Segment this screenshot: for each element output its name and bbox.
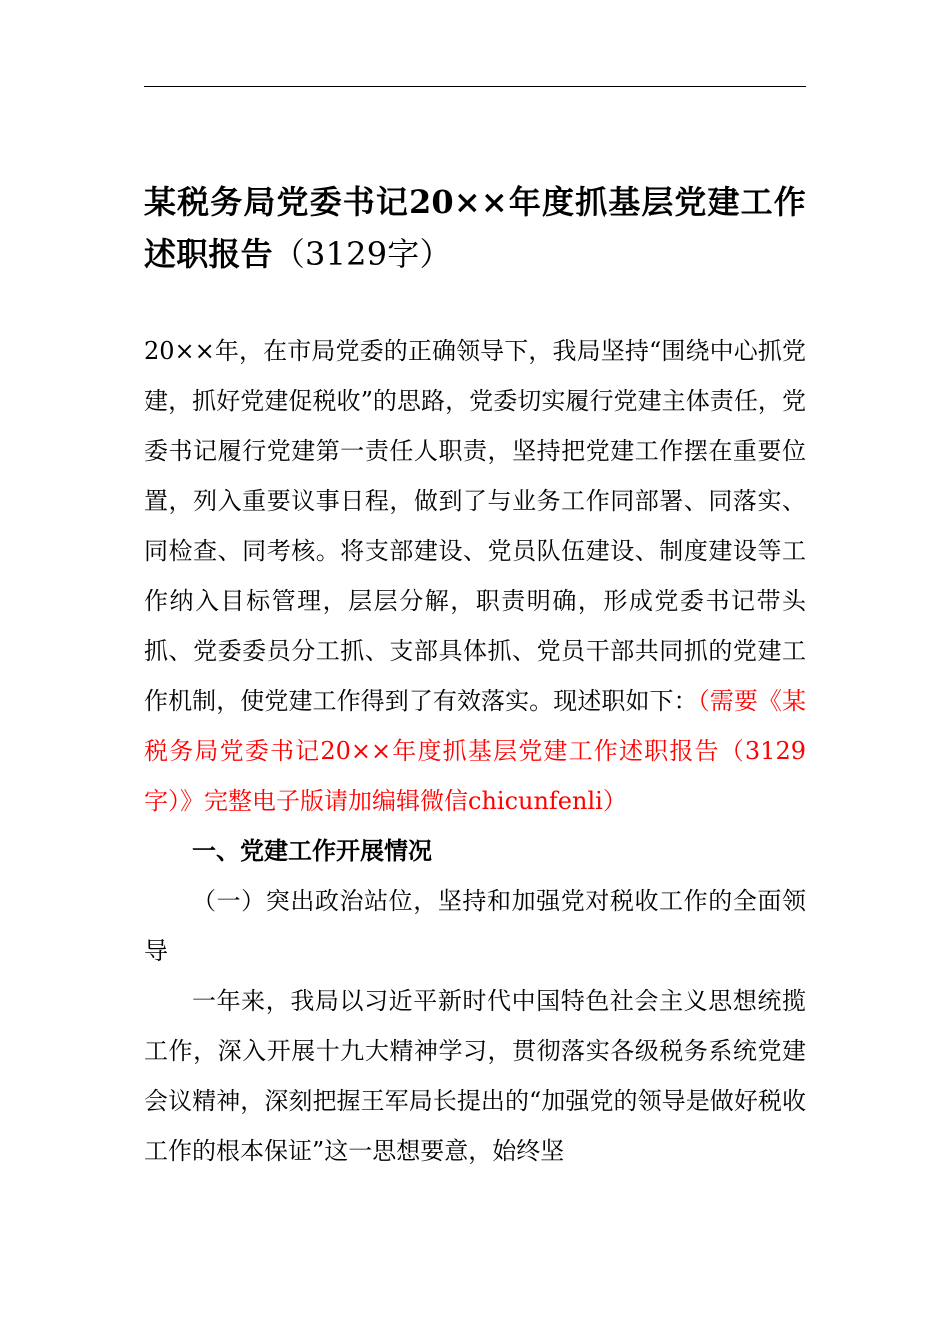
- intro-paragraph: [144, 326, 806, 826]
- document-body: [144, 326, 806, 1176]
- sub-heading: （一）突出政治站位，坚持和加强党对税收工作的全面领导: [144, 887, 806, 965]
- section-heading: 一、党建工作开展情况: [192, 836, 432, 865]
- title-word-count: （3129字）: [272, 235, 452, 273]
- header-rule: [144, 86, 806, 87]
- title-main: 某税务局党委书记20××年度抓基层党建工作述职报告: [144, 183, 806, 273]
- promo-note: （需要《某税务局党委书记20××年度抓基层党建工作述职报告（3129字）》完整电子版请加编辑微信chicunfenli）: [144, 687, 806, 815]
- document-title: [144, 176, 806, 280]
- body-paragraph: 一年来，我局以习近平新时代中国特色社会主义思想统揽工作，深入开展十九大精神学习，贯彻落实各级税务系统党建会议精神，深刻把握王军局长提出的“加强党的领导是做好税收工作的根本保证”这一思想要意，始终坚: [144, 987, 806, 1165]
- intro-text: 20××年，在市局党委的正确领导下，我局坚持“围绕中心抓党建，抓好党建促税收”的思路，党委切实履行党建主体责任，党委书记履行党建第一责任人职责，坚持把党建工作摆在重要位置，列入重要议事日程，做到了与业务工作同部署、同落实、同检查、同考核。将支部建设、党员队伍建设、制度建设等工作纳入目标管理，层层分解，职责明确，形成党委书记带头抓、党委委员分工抓、支部具体抓、党员干部共同抓的党建工作机制，使党建工作得到了有效落实。现述职如下：: [144, 337, 806, 715]
